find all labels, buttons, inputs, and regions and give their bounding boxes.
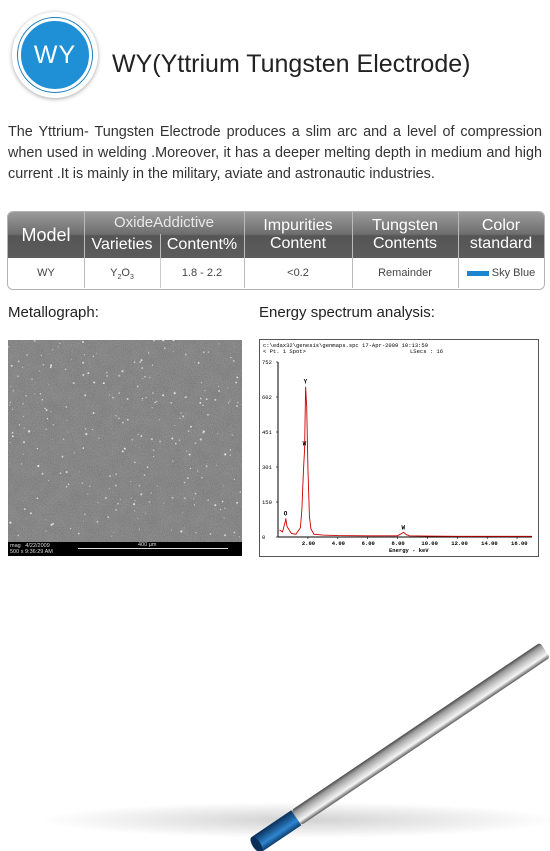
sem-texture <box>8 340 242 542</box>
header-tungsten-line1: Tungsten <box>371 217 439 234</box>
header-model: Model <box>21 225 71 245</box>
header-content: Content% <box>166 236 238 253</box>
x-tick-label: 8.00 <box>391 540 405 547</box>
x-tick-label: 6.00 <box>361 540 375 547</box>
metallograph-image <box>8 340 242 556</box>
header-impurities-line2: Content <box>269 235 327 252</box>
energy-caption: Energy spectrum analysis: <box>259 304 435 321</box>
spectrum-header-path: c:\edax32\genesis\genmaps.spc 17-Apr-2009 10:13:59 <box>263 342 429 349</box>
cell-tungsten: Remainder <box>378 267 432 279</box>
sem-mag-label: mag <box>10 543 21 549</box>
table-header <box>8 212 544 258</box>
y-tick-label: 150 <box>262 499 272 506</box>
color-swatch <box>467 271 489 276</box>
logo-circle <box>18 18 92 92</box>
sem-info-bar <box>8 542 242 556</box>
sem-time: 9:36:29 AM <box>25 549 53 555</box>
cell-color <box>458 258 544 288</box>
spectrum-header-lsecs: LSecs : 16 <box>410 348 444 355</box>
page-title: WY(Yttrium Tungsten Electrode) <box>112 50 471 78</box>
variety-y: Y <box>110 267 118 279</box>
header-impurities <box>244 212 352 258</box>
header-color-line2: standard <box>469 235 533 252</box>
y-tick-label: 451 <box>262 429 272 436</box>
y-tick-label: 0 <box>262 534 266 541</box>
header-oxide-group: OxideAddictive <box>113 214 215 231</box>
x-tick-label: 10.00 <box>421 540 438 547</box>
variety-sub2: 3 <box>129 274 134 282</box>
cell-content: 1.8 - 2.2 <box>181 267 223 279</box>
sem-mag-info <box>10 543 53 555</box>
header-subdivider <box>160 234 161 258</box>
x-tick-label: 12.00 <box>451 540 468 547</box>
x-tick-label: 4.00 <box>331 540 345 547</box>
logo-text: WY <box>33 41 77 69</box>
cell-variety <box>84 258 160 288</box>
spectrum-header-point: < Pt. 1 Spot> <box>263 348 306 355</box>
sem-mag-value: 500 x <box>10 549 24 555</box>
spec-table <box>7 211 545 290</box>
peak-label: W <box>302 440 307 448</box>
color-name: Sky Blue <box>491 267 536 279</box>
intro-paragraph: The Yttrium- Tungsten Electrode produces a slim arc and a level of compression when used in welding .Moreover, it has a deeper melting depth in medium and high current .It is mainly in the military, aviate and astronautic industries. <box>8 124 542 182</box>
sem-scale-label: 400 µm <box>138 542 157 548</box>
variety-sub1: 2 <box>117 274 122 282</box>
x-tick-label: 14.00 <box>481 540 498 547</box>
peak-label: W <box>401 524 406 532</box>
header-color <box>458 212 544 258</box>
y-tick-label: 752 <box>262 359 272 366</box>
cell-impurities: <0.2 <box>287 267 309 279</box>
header-color-line1: Color <box>481 217 521 234</box>
logo-badge <box>12 12 98 98</box>
spectrum-line <box>280 387 533 537</box>
x-tick-label: 16.00 <box>511 540 528 547</box>
x-tick-label: 2.00 <box>301 540 316 547</box>
y-tick-label: 602 <box>262 394 272 401</box>
spectrum-plot <box>260 356 538 556</box>
x-axis-label: Energy - keV <box>389 547 429 554</box>
sem-date: 4/22/2009 <box>25 543 50 549</box>
metallograph-caption: Metallograph: <box>8 304 99 321</box>
sem-scale-bar <box>78 548 228 549</box>
peak-label: Y <box>303 378 308 386</box>
header-tungsten-line2: Contents <box>372 235 438 252</box>
header-varieties: Varieties <box>91 236 153 253</box>
header-tungsten <box>352 212 458 258</box>
energy-spectrum-chart <box>259 339 539 557</box>
peak-label: O <box>283 510 288 518</box>
y-tick-label: 301 <box>262 464 272 471</box>
variety-o: O <box>121 267 130 279</box>
cell-model: WY <box>37 267 55 279</box>
electrode-rod-illustration <box>0 620 550 851</box>
header-impurities-line1: Impurities <box>263 217 333 234</box>
rod-body <box>291 643 550 826</box>
